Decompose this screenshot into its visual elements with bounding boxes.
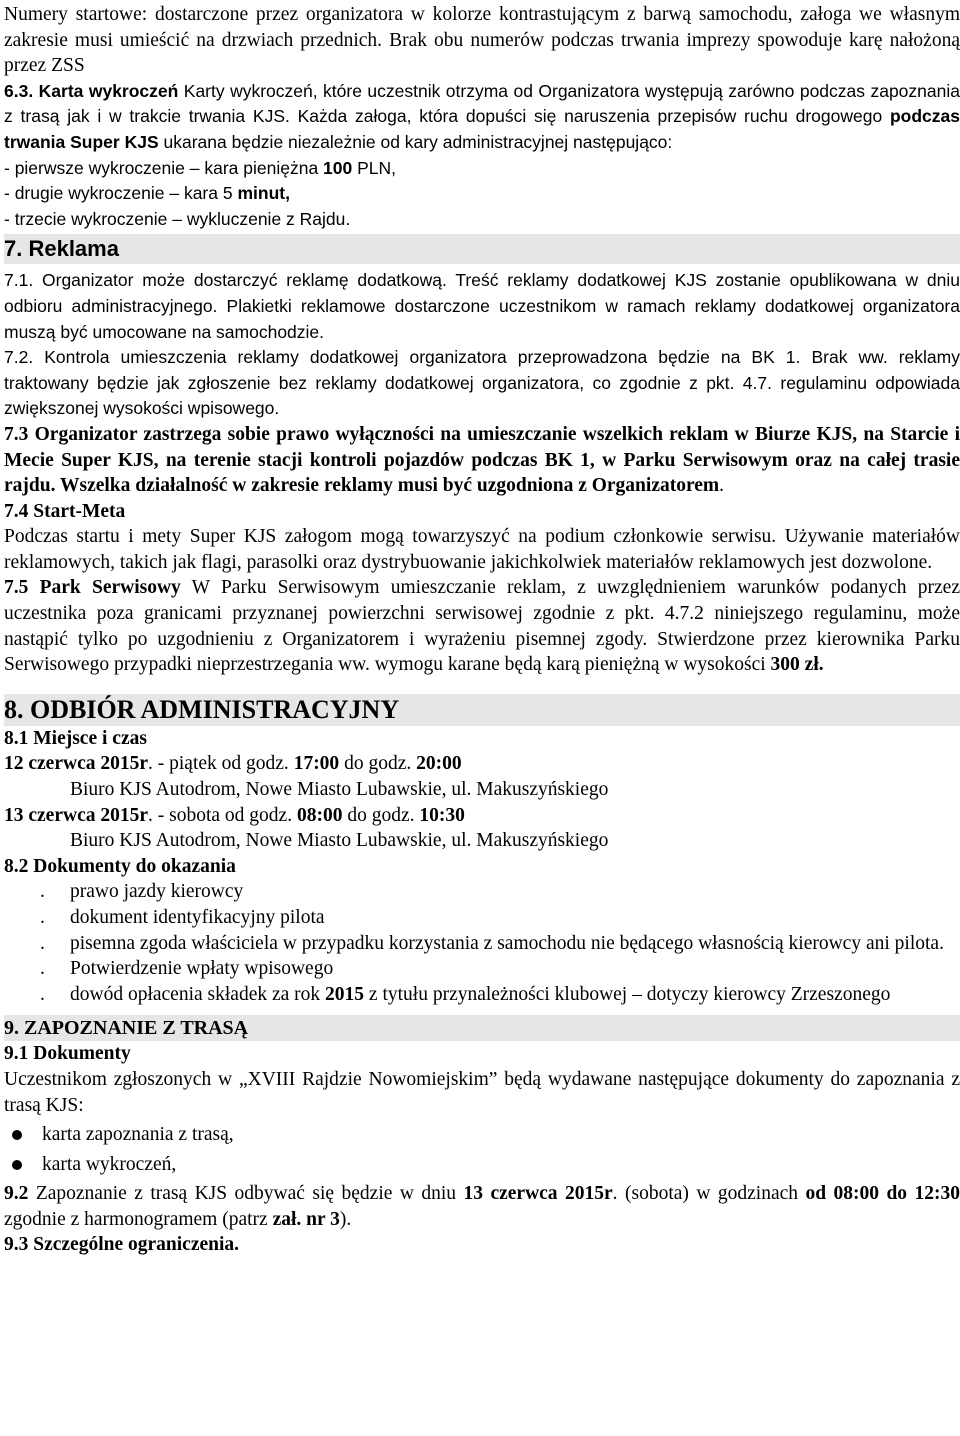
document-item-text: Potwierdzenie wpłaty wpisowego	[70, 958, 334, 980]
section-7-1: 7.1. Organizator może dostarczyć reklamę dodatkową. Treść reklamy dodatkowej KJS zostanie opublikowana w dniu odbioru administracyjnego. Plakietki reklamowe dostarczone uczestnikom w ramach reklamy dodatkowej organizatora muszą być umocowane na samochodzie.	[4, 270, 960, 342]
day-2-from: 08:00	[296, 804, 343, 826]
violation-1-text: - pierwsze wykroczenie – kara pieniężna	[4, 157, 324, 178]
section-9-heading: 9. ZAPOZNANIE Z TRASĄ	[4, 1015, 960, 1041]
section-7-3-end: .	[719, 475, 725, 497]
violation-3	[4, 207, 960, 233]
document-item: . prawo jazdy kierowcy	[40, 881, 244, 903]
day-2-to: 10:30	[419, 804, 465, 826]
day-2-to-label: do godz.	[342, 804, 420, 826]
day-1-from: 17:00	[293, 753, 340, 775]
section-7-3-text: Organizator zastrzega sobie prawo wyłączności na umieszczanie wszelkich reklam w Biurze KJS, na Starcie i Mecie Super KJS, na terenie stacji kontroli pojazdów podczas BK 1, w Parku Serwisowym oraz na całej trasie rajdu. Wszelka działalność w zakresie reklamy musi być uzgodniona z Organizatorem	[4, 423, 960, 497]
section-9-2-text-4: ).	[339, 1208, 352, 1230]
day-2-date: 13 czerwca 2015r	[4, 804, 149, 826]
section-9-1-heading: 9.1 Dokumenty	[4, 1043, 131, 1065]
start-numbers-text: Numery startowe: dostarczone przez organizatora w kolorze kontrastującym z barwą samochodu, załoga we własnym zakresie musi umieścić na drzwiach przednich. Brak obu numerów podczas trwania imprezy spowoduje karę nałożoną przez ZSS	[4, 4, 960, 77]
section-7-5-title: 7.5 Park Serwisowy	[4, 577, 181, 599]
violation-1-amount: 100	[323, 157, 353, 178]
reception-day-1	[4, 751, 960, 777]
violation-1-unit: PLN,	[352, 157, 397, 178]
section-7-4-heading: 7.4 Start-Meta	[4, 500, 126, 522]
section-9-2-text-3: zgodnie z harmonogramem (patrz	[4, 1208, 273, 1230]
violation-2-text: - drugie wykroczenie – kara 5	[4, 183, 238, 204]
bullet-icon	[12, 1160, 22, 1170]
bullet-item	[4, 1151, 960, 1178]
document-item: . Potwierdzenie wpłaty wpisowego	[40, 958, 334, 980]
section-7-3-number: 7.3	[4, 423, 29, 445]
day-2-label: . - sobota od godz.	[148, 804, 297, 826]
document-item: . pisemna zgoda właściciela w przypadku korzystania z samochodu nie będącego własnością kierowcy ani pilota.	[40, 932, 944, 954]
bullet-icon	[12, 1130, 22, 1140]
start-numbers-paragraph	[4, 2, 960, 79]
violation-1	[4, 156, 960, 182]
section-8-2-heading: 8.2 Dokumenty do okazania	[4, 855, 236, 877]
section-7-5-text: W Parku Serwisowym umieszczanie reklam, z uwzględnieniem warunków podanych przez uczestnika poza granicami przyznanej powierzchni serwisowej zgodnie z pkt. 4.7.2 niniejszego regulaminu, może nastąpić tylko po uzgodnieniu z Organizatorem i wyrażeniu pisemnej zgody. Stwierdzone przez kierownika Parku Serwisowego przypadki nieprzestrzegania ww. wymogu karane będą karą pieniężną w wysokości	[4, 577, 960, 676]
section-7-5	[4, 575, 960, 677]
section-6-3-number: 6.3.	[4, 80, 34, 101]
violation-2	[4, 181, 960, 207]
document-item-text: prawo jazdy kierowcy	[70, 881, 244, 903]
section-9-3-heading: 9.3 Szczególne ograniczenia.	[4, 1234, 240, 1256]
document-item-text-end: z tytułu przynależności klubowej – dotyczy kierowcy Zrzeszonego	[364, 983, 891, 1005]
section-6-3	[4, 79, 960, 156]
bullet-item	[4, 1121, 960, 1148]
section-9-2-hours: od 08:00 do 12:30	[805, 1183, 960, 1205]
document-item-year: 2015	[325, 983, 365, 1005]
section-7-3	[4, 422, 960, 499]
reception-day-2	[4, 803, 960, 829]
section-9-2-number: 9.2	[4, 1183, 29, 1205]
section-6-3-text-1: Karty wykroczeń, które uczestnik otrzyma od Organizatora występują zarówno podczas zapoznania z trasą jak i w trakcie trwania KJS. Każda załoga, która dopuści się naruszenia przepisów ruchu drogowego	[4, 80, 960, 127]
section-7-5-amount: 300 zł.	[770, 654, 824, 676]
section-7-2: 7.2. Kontrola umieszczenia reklamy dodatkowej organizatora przeprowadzona będzie na BK 1. Brak ww. reklamy traktowany będzie jak zgłoszenie bez reklamy dodatkowej organizatora, co zgodnie z pkt. 4.7. regulaminu odpowiada zwiększonej wysokości wpisowego.	[4, 347, 960, 419]
violation-3-text: - trzecie wykroczenie – wykluczenie z Rajdu.	[4, 208, 351, 229]
document-item-text: dowód opłacenia składek za rok	[70, 983, 326, 1005]
reception-day-1-place: Biuro KJS Autodrom, Nowe Miasto Lubawskie, ul. Makuszyńskiego	[70, 779, 609, 801]
section-9-2-attachment: zał. nr 3	[272, 1208, 340, 1230]
document-item: . dowód opłacenia składek za rok 2015 z tytułu przynależności klubowej – dotyczy kierowcy Zrzeszonego	[40, 983, 891, 1005]
reception-day-2-place: Biuro KJS Autodrom, Nowe Miasto Lubawskie, ul. Makuszyńskiego	[70, 830, 609, 852]
bullet-item-text: karta zapoznania z trasą,	[42, 1124, 234, 1146]
day-1-to-label: do godz.	[339, 753, 417, 775]
section-9-2-date: 13 czerwca 2015r	[463, 1183, 613, 1205]
section-6-3-text-2: ukarana będzie niezależnie od kary administracyjnej następująco:	[158, 131, 673, 152]
day-1-label: . - piątek od godz.	[148, 753, 294, 775]
violation-2-minutes: minut,	[237, 183, 290, 204]
section-6-3-bold-phrase: podczas trwania Super KJS	[4, 106, 960, 152]
day-1-date: 12 czerwca 2015r	[4, 753, 149, 775]
section-9-2-text-1: Zapoznanie z trasą KJS odbywać się będzie w dniu	[28, 1183, 464, 1205]
section-9-1: Uczestnikom zgłoszonych w „XVIII Rajdzie Nowomiejskim” będą wydawane następujące dokumenty do zapoznania z trasą KJS:	[4, 1068, 960, 1116]
document-item: . dokument identyfikacyjny pilota	[40, 907, 325, 928]
day-1-to: 20:00	[416, 753, 462, 775]
section-9-2-text-2: . (sobota) w godzinach	[612, 1183, 806, 1205]
bullet-item-text: karta wykroczeń,	[42, 1154, 177, 1176]
section-7-4: Podczas startu i mety Super KJS załogom mogą towarzyszyć na podium członkowie serwisu. Używanie materiałów reklamowych, takich jak flagi, parasolki oraz dystrybuowanie jakichkolwiek materiałów reklamowych jest dozwolone.	[4, 526, 960, 573]
document-item-text: dokument identyfikacyjny pilota	[70, 907, 325, 928]
section-7-heading: 7. Reklama	[4, 234, 960, 264]
section-8-1-heading: 8.1 Miejsce i czas	[4, 727, 147, 749]
section-8-heading: 8. ODBIÓR ADMINISTRACYJNY	[4, 694, 960, 726]
document-item-text: pisemna zgoda właściciela w przypadku korzystania z samochodu nie będącego własnością kierowcy ani pilota.	[70, 932, 944, 954]
section-6-3-title: Karta wykroczeń	[38, 80, 179, 101]
section-9-2	[4, 1181, 960, 1232]
